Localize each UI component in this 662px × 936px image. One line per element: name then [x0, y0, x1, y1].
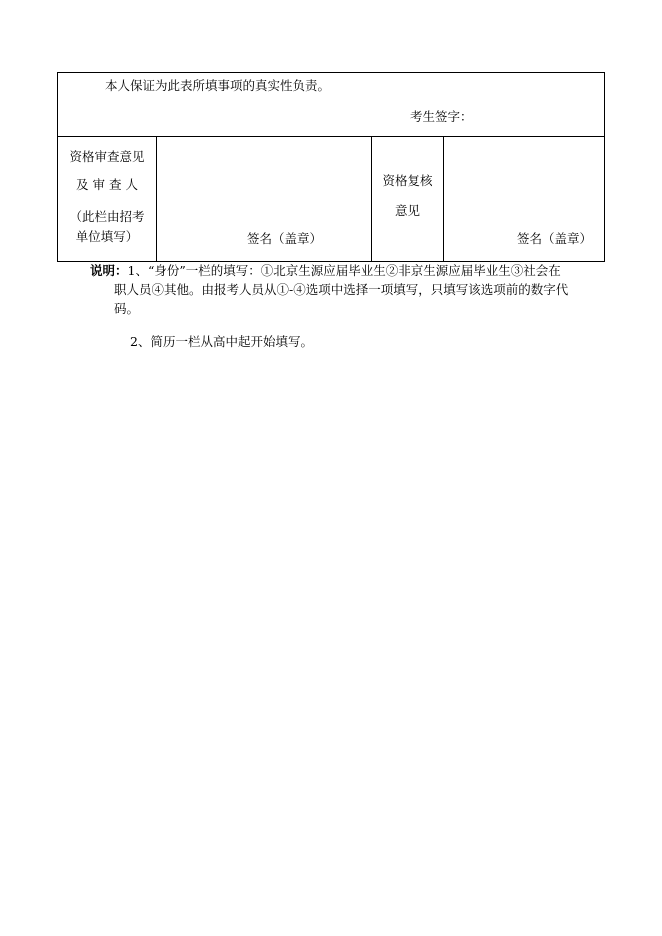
- review-label-line2: 及 审 查 人: [76, 177, 138, 192]
- application-form-table: [57, 72, 605, 262]
- recheck-sign-label: 签名（盖章）: [517, 231, 593, 246]
- note-item1-text1: 1、“身份”一栏的填写：①北京生源应届毕业生②非京生源应届毕业生③社会在: [127, 263, 561, 278]
- pledge-statement: 本人保证为此表所填事项的真实性负责。: [105, 78, 331, 93]
- recheck-label-line2: 意见: [394, 203, 420, 218]
- recheck-label-cell: [372, 137, 444, 262]
- pledge-cell: [58, 73, 605, 137]
- review-sign-label: 签名（盖章）: [247, 231, 323, 246]
- note-item1-line2: 职人员④其他。由报考人员从①-④选项中选择一项填写，只填写该选项前的数字代: [114, 282, 569, 297]
- recheck-label-line1: 资格复核: [382, 173, 433, 188]
- notes-section: [90, 261, 605, 318]
- note-item1-line1: [90, 261, 605, 280]
- recheck-opinion-cell[interactable]: [444, 137, 605, 262]
- review-opinion-cell[interactable]: [157, 137, 372, 262]
- review-label-line4: 单位填写）: [75, 229, 139, 244]
- review-row: [58, 137, 605, 262]
- review-label-cell: [58, 137, 157, 262]
- note-item2: 2、简历一栏从高中起开始填写。: [130, 334, 313, 349]
- pledge-row: [58, 73, 605, 137]
- notes-title: 说明：: [90, 263, 128, 278]
- review-label-line3: （此栏由招考: [69, 209, 145, 224]
- review-label-line1: 资格审查意见: [69, 149, 145, 164]
- candidate-signature-label: 考生签字：: [410, 109, 473, 124]
- note-item1-line3: 码。: [114, 301, 140, 316]
